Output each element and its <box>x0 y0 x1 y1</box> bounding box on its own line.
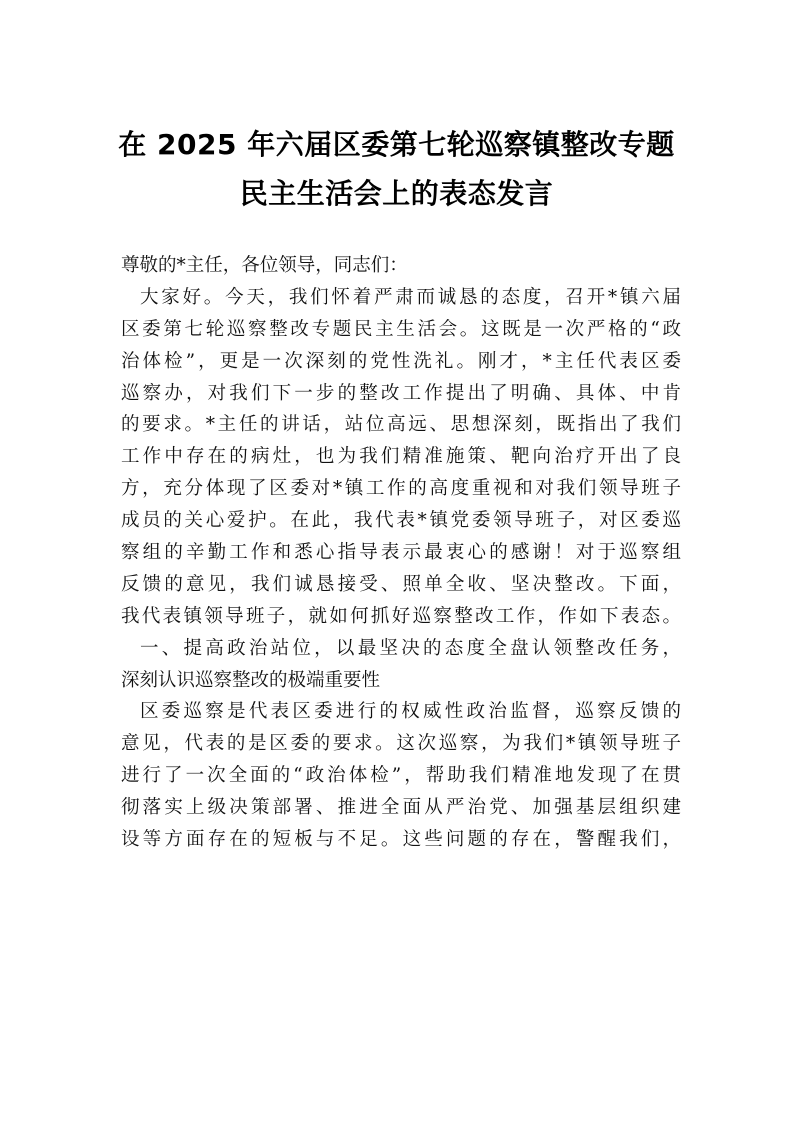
body-line: 尊敬的*主任，各位领导，同志们： <box>121 255 408 276</box>
body-line: 大家好。今天，我们怀着严肃而诚恳的态度，召开*镇六届 <box>140 286 681 308</box>
body-line: 反馈的意见，我们诚恳接受、照单全收、坚决整改。下面， <box>121 573 681 595</box>
body-line: 进行了一次全面的“政治体检”，帮助我们精准地发现了在贯 <box>121 765 681 787</box>
body-line: 深刻认识巡察整改的极端重要性 <box>121 669 381 691</box>
body-line: 区委第七轮巡察整改专题民主生活会。这既是一次严格的“政 <box>121 318 681 340</box>
body-line: 工作中存在的病灶，也为我们精准施策、靶向治疗开出了良 <box>121 446 681 468</box>
body-line: 一、提高政治站位，以最坚决的态度全盘认领整改任务， <box>140 637 681 659</box>
body-line: 意见，代表的是区委的要求。这次巡察，为我们*镇领导班子 <box>121 733 681 755</box>
body-line: 我代表镇领导班子，就如何抓好巡察整改工作，作如下表态。 <box>121 605 681 627</box>
body-line: 察组的辛勤工作和悉心指导表示最衷心的感谢！对于巡察组 <box>121 542 681 564</box>
document-body <box>121 250 681 856</box>
document-title-line-2: 民主生活会上的表态发言 <box>239 177 554 210</box>
body-line: 成员的关心爱护。在此，我代表*镇党委领导班子，对区委巡 <box>121 510 681 532</box>
document-title-line-1: 在 2025 年六届区委第七轮巡察镇整改专题 <box>118 128 675 161</box>
body-line: 彻落实上级决策部署、推进全面从严治党、加强基层组织建 <box>121 797 681 819</box>
body-line: 方，充分体现了区委对*镇工作的高度重视和对我们领导班子 <box>121 478 681 500</box>
body-line: 巡察办，对我们下一步的整改工作提出了明确、具体、中肯 <box>121 382 681 404</box>
body-line: 治体检”，更是一次深刻的党性洗礼。刚才，*主任代表区委 <box>121 350 681 372</box>
body-line: 区委巡察是代表区委进行的权威性政治监督，巡察反馈的 <box>140 701 681 723</box>
body-line: 的要求。*主任的讲话，站位高远、思想深刻，既指出了我们 <box>121 414 681 436</box>
body-line: 设等方面存在的短板与不足。这些问题的存在，警醒我们， <box>121 829 681 851</box>
